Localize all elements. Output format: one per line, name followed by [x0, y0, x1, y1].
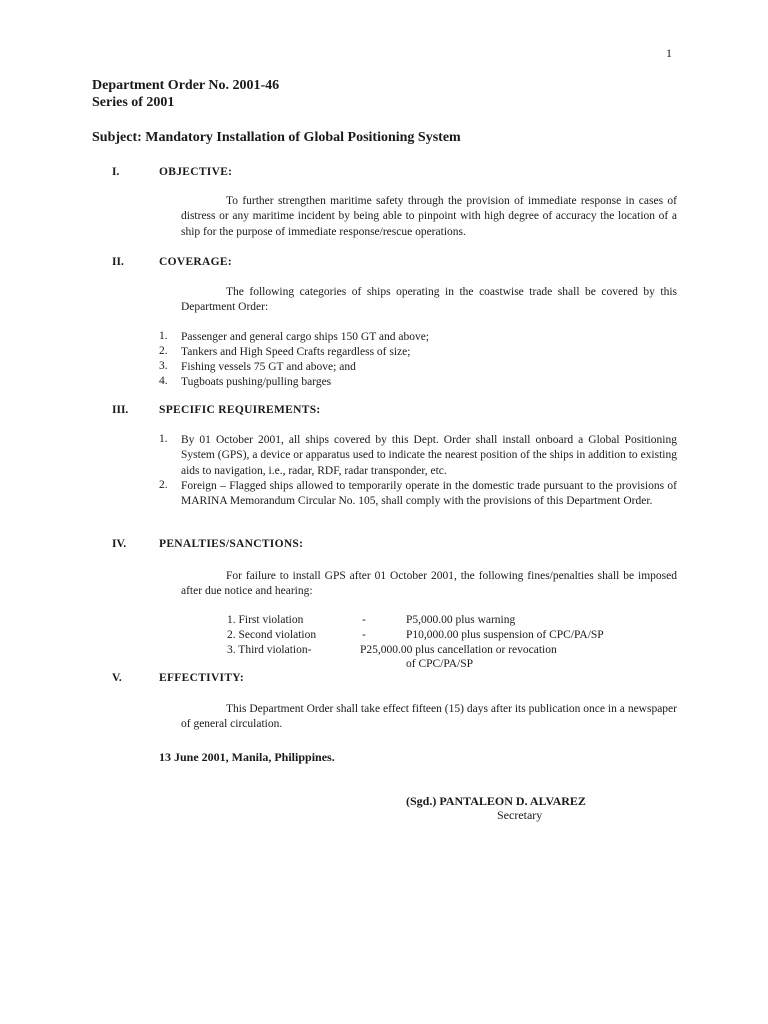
- coverage-item: Passenger and general cargo ships 150 GT and above;: [181, 331, 430, 343]
- coverage-item: Tugboats pushing/pulling barges: [181, 376, 332, 388]
- section-5-paragraph: This Department Order shall take effect fifteen (15) days after its publication once in a newspaper of general circulation.: [181, 703, 677, 731]
- section-3-numeral: III.: [112, 404, 129, 416]
- coverage-item-number: 3.: [159, 360, 168, 372]
- coverage-item-number: 1.: [159, 330, 168, 342]
- section-2-numeral: II.: [112, 256, 124, 268]
- penalty-dash: -: [362, 629, 366, 641]
- section-5-title: EFFECTIVITY:: [159, 672, 244, 684]
- penalty-dash: -: [362, 614, 366, 626]
- coverage-item-number: 2.: [159, 345, 168, 357]
- section-4-numeral: IV.: [112, 538, 127, 550]
- section-3-title: SPECIFIC REQUIREMENTS:: [159, 404, 321, 416]
- requirement-item: Foreign – Flagged ships allowed to temporarily operate in the domestic trade pursuant to the provisions of MARINA Memorandum Circular No. 105, shall comply with the provisions of this Department Order.: [181, 480, 677, 508]
- coverage-item-number: 4.: [159, 375, 168, 387]
- penalty-amount: P25,000.00 plus cancellation or revocation: [360, 644, 557, 656]
- requirement-item: By 01 October 2001, all ships covered by this Dept. Order shall install onboard a Global Positioning System (GPS), a device or apparatus used to indicate the nearest position of the ships in addition to existing aids to navigation, i.e., radar, RDF, radar transponder, etc.: [181, 434, 677, 477]
- section-1-title: OBJECTIVE:: [159, 166, 233, 178]
- penalty-amount: P10,000.00 plus suspension of CPC/PA/SP: [406, 629, 604, 641]
- page-number: 1: [666, 46, 672, 60]
- section-1-numeral: I.: [112, 166, 120, 178]
- order-number: Department Order No. 2001-46: [92, 78, 280, 93]
- section-5-numeral: V.: [112, 672, 122, 684]
- section-2-paragraph: The following categories of ships operating in the coastwise trade shall be covered by this Department Order:: [181, 286, 677, 314]
- penalty-label: 1. First violation: [227, 614, 304, 626]
- section-1-paragraph: To further strengthen maritime safety through the provision of immediate response in cases of distress or any maritime incident by being able to pinpoint with high degree of accuracy the location of a ship for the purpose of immediate response/rescue operations.: [181, 195, 677, 238]
- order-series: Series of 2001: [92, 95, 175, 110]
- order-subject: Subject: Mandatory Installation of Global Positioning System: [92, 130, 461, 145]
- requirement-number: 2.: [159, 479, 168, 491]
- section-4-title: PENALTIES/SANCTIONS:: [159, 538, 304, 550]
- requirement-number: 1.: [159, 433, 168, 445]
- signatory-name: (Sgd.) PANTALEON D. ALVAREZ: [406, 794, 586, 808]
- section-4-paragraph: For failure to install GPS after 01 October 2001, the following fines/penalties shall be imposed after due notice and hearing:: [181, 570, 677, 598]
- penalty-amount: P5,000.00 plus warning: [406, 614, 516, 626]
- date-line: 13 June 2001, Manila, Philippines.: [159, 750, 335, 764]
- coverage-item: Tankers and High Speed Crafts regardless of size;: [181, 346, 411, 358]
- coverage-item: Fishing vessels 75 GT and above; and: [181, 361, 356, 373]
- section-2-title: COVERAGE:: [159, 256, 232, 268]
- signatory-title: Secretary: [497, 808, 543, 822]
- penalty-label: 2. Second violation: [227, 629, 317, 641]
- penalty-label: 3. Third violation-: [227, 644, 312, 656]
- penalty-amount-continued: of CPC/PA/SP: [406, 658, 474, 670]
